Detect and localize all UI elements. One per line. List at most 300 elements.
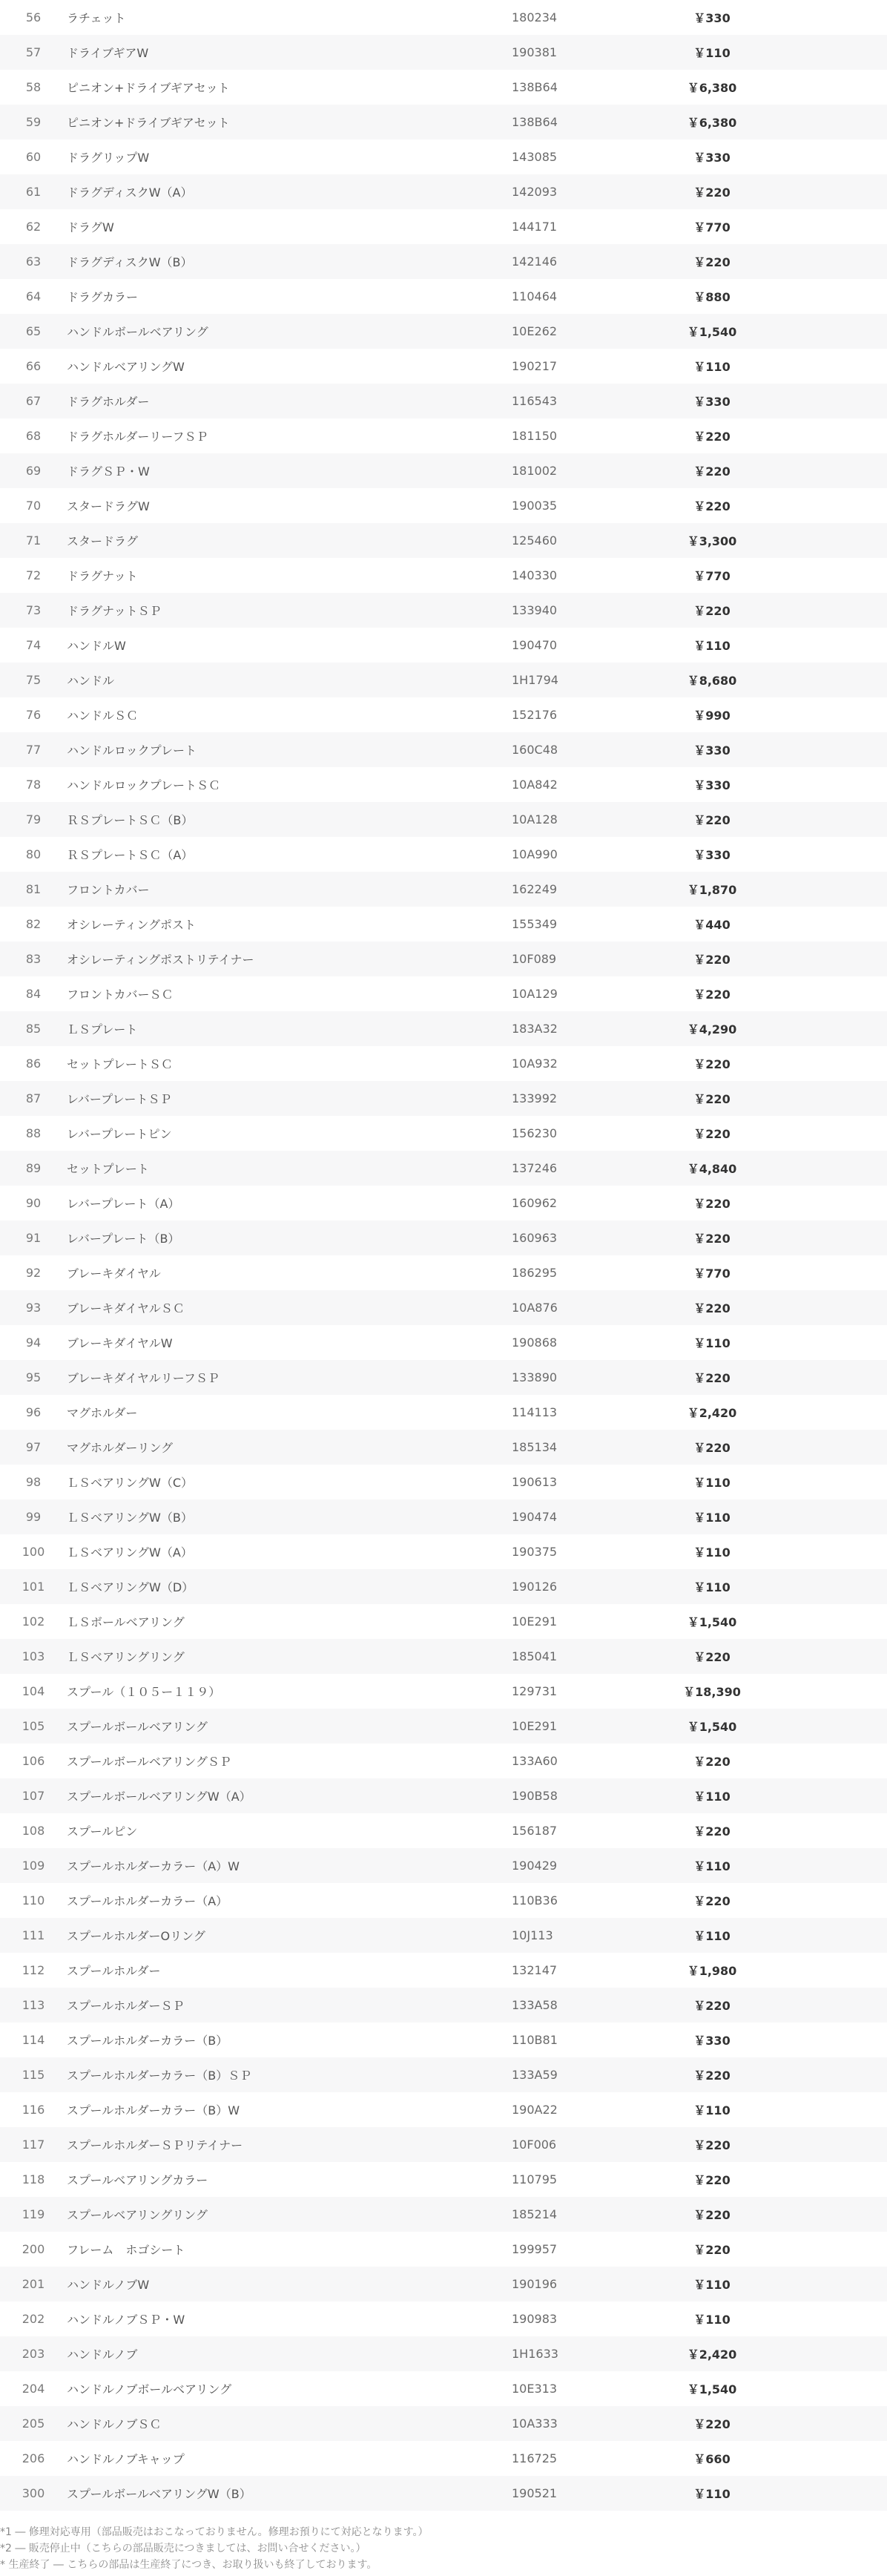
part-price: ￥220 <box>693 2417 731 2431</box>
part-price: ￥220 <box>693 953 731 967</box>
row-spacer <box>771 976 887 1011</box>
table-row <box>0 1534 887 1569</box>
part-price: ￥110 <box>693 1790 731 1804</box>
table-row <box>0 1395 887 1430</box>
part-number: 62 <box>25 220 42 234</box>
part-price: ￥6,380 <box>687 116 737 130</box>
table-row <box>0 628 887 663</box>
part-code: 10F089 <box>512 952 557 966</box>
part-code: 156187 <box>512 1824 558 1838</box>
part-code: 190429 <box>512 1859 558 1873</box>
table-row <box>0 70 887 105</box>
part-price: ￥2,420 <box>687 1406 737 1420</box>
part-name: スプール（１０５ー１１９） <box>67 1685 221 1699</box>
part-number: 201 <box>22 2277 45 2291</box>
table-row <box>0 1569 887 1604</box>
part-price: ￥220 <box>693 2243 731 2257</box>
part-name: ピニオン+ドライブギアセット <box>67 116 230 130</box>
part-code: 138B64 <box>512 80 558 94</box>
part-price: ￥220 <box>693 1301 731 1315</box>
part-number: 112 <box>22 1963 45 1977</box>
part-name: フロントカバー <box>67 883 150 897</box>
part-code: 133992 <box>512 1091 558 1105</box>
part-name: オシレーティングポストリテイナー <box>67 953 254 967</box>
row-spacer <box>771 1709 887 1744</box>
part-number: 107 <box>22 1789 45 1803</box>
part-number: 90 <box>25 1196 42 1210</box>
part-code: 181150 <box>512 429 558 443</box>
table-row <box>0 105 887 139</box>
part-name: スプールボールベアリングＳＰ <box>67 1755 231 1769</box>
part-price: ￥220 <box>693 1650 731 1664</box>
part-number: 94 <box>25 1335 42 1350</box>
table-row <box>0 1255 887 1290</box>
part-name: ＲＳプレートＳＣ（A） <box>67 848 194 862</box>
part-name: ハンドルW <box>67 639 126 653</box>
table-row <box>0 2441 887 2476</box>
part-code: 116543 <box>512 394 558 408</box>
part-name: フロントカバーＳＣ <box>67 988 174 1002</box>
row-spacer <box>771 1883 887 1918</box>
part-code: 155349 <box>512 917 558 931</box>
part-price: ￥110 <box>693 360 731 374</box>
part-number: 116 <box>22 2103 45 2117</box>
row-spacer <box>771 2162 887 2197</box>
part-number: 70 <box>25 499 42 513</box>
part-code: 1H1633 <box>512 2347 558 2361</box>
part-number: 96 <box>25 1405 42 1419</box>
row-spacer <box>771 2371 887 2406</box>
row-spacer <box>771 209 887 244</box>
part-code: 185041 <box>512 1649 558 1663</box>
row-spacer <box>771 1011 887 1046</box>
table-row <box>0 1918 887 1953</box>
part-code: 190470 <box>512 638 558 652</box>
part-price: ￥110 <box>693 1580 731 1594</box>
table-row <box>0 1499 887 1534</box>
part-number: 87 <box>25 1091 42 1105</box>
footnotes <box>0 2524 887 2573</box>
table-row <box>0 1604 887 1639</box>
row-spacer <box>771 1813 887 1848</box>
row-spacer <box>771 872 887 907</box>
part-name: セットプレート <box>67 1162 149 1176</box>
row-spacer <box>771 1325 887 1360</box>
part-price: ￥330 <box>693 395 731 409</box>
row-spacer <box>771 767 887 802</box>
part-price: ￥6,380 <box>687 81 737 95</box>
table-row <box>0 872 887 907</box>
part-code: 10E262 <box>512 324 558 338</box>
row-spacer <box>771 139 887 174</box>
part-number: 63 <box>25 254 42 269</box>
part-code: 110B81 <box>512 2033 558 2047</box>
part-number: 68 <box>25 429 42 443</box>
part-number: 113 <box>22 1998 45 2012</box>
part-number: 106 <box>22 1754 45 1768</box>
part-name: ＬＳプレート <box>67 1022 138 1036</box>
table-row <box>0 2197 887 2232</box>
table-row <box>0 1639 887 1674</box>
table-row <box>0 1465 887 1499</box>
part-name: スプールホルダーＳＰリテイナー <box>67 2138 243 2152</box>
part-price: ￥220 <box>693 604 731 618</box>
part-price: ￥8,680 <box>687 674 737 688</box>
part-name: ドラグディスクW（B） <box>67 255 193 269</box>
table-row <box>0 907 887 942</box>
part-number: 103 <box>22 1649 45 1663</box>
part-price: ￥4,290 <box>687 1022 737 1036</box>
table-row <box>0 1813 887 1848</box>
part-name: ブレーキダイヤルW <box>67 1336 173 1350</box>
part-name: ハンドル <box>67 674 115 688</box>
footnote-discontinued: * 生産終了 ― こちらの部品は生産終了につき、お取り扱いも終了しております。 <box>0 2559 377 2571</box>
part-name: レバープレート（B） <box>67 1232 180 1246</box>
part-code: 190217 <box>512 359 558 373</box>
row-spacer <box>771 2476 887 2511</box>
part-price: ￥1,540 <box>687 1615 737 1629</box>
part-name: ＬＳベアリングW（A） <box>67 1545 193 1560</box>
part-price: ￥220 <box>693 1232 731 1246</box>
table-row <box>0 1430 887 1465</box>
part-code: 114113 <box>512 1405 558 1419</box>
part-name: ハンドルノブ <box>67 2347 138 2362</box>
part-price: ￥220 <box>693 988 731 1002</box>
table-row <box>0 1848 887 1883</box>
part-code: 133A58 <box>512 1998 558 2012</box>
row-spacer <box>771 314 887 349</box>
part-code: 190035 <box>512 499 558 513</box>
part-name: スプールピン <box>67 1824 138 1839</box>
row-spacer <box>771 1674 887 1709</box>
table-row <box>0 523 887 558</box>
part-price: ￥1,540 <box>687 1720 737 1734</box>
table-row <box>0 418 887 453</box>
part-name: ピニオン+ドライブギアセット <box>67 81 230 95</box>
part-name: スタードラグ <box>67 534 139 548</box>
table-row <box>0 2406 887 2441</box>
part-number: 57 <box>25 45 42 59</box>
part-name: ハンドルノブＳＰ・W <box>67 2313 185 2327</box>
table-row <box>0 2336 887 2371</box>
part-code: 190196 <box>512 2277 558 2291</box>
part-code: 186295 <box>512 1266 558 1280</box>
table-row <box>0 1116 887 1151</box>
part-number: 88 <box>25 1126 42 1140</box>
part-code: 160C48 <box>512 743 558 757</box>
part-number: 111 <box>22 1928 45 1942</box>
part-name: ドライブギアW <box>67 46 149 60</box>
part-name: スプールホルダーカラー（A） <box>67 1894 228 1908</box>
part-number: 202 <box>22 2312 45 2326</box>
part-name: ハンドルノブキャップ <box>67 2452 185 2466</box>
part-number: 206 <box>22 2451 45 2465</box>
row-spacer <box>771 1953 887 1988</box>
part-number: 205 <box>22 2416 45 2431</box>
part-number: 99 <box>25 1510 42 1524</box>
part-code: 10A842 <box>512 778 558 792</box>
part-price: ￥110 <box>693 1929 731 1943</box>
part-number: 80 <box>25 847 42 861</box>
part-price: ￥220 <box>693 499 731 513</box>
part-price: ￥1,540 <box>687 325 737 339</box>
row-spacer <box>771 1151 887 1186</box>
part-code: 10F006 <box>512 2138 557 2152</box>
part-code: 10E291 <box>512 1614 558 1629</box>
part-name: レバープレートピン <box>67 1127 172 1141</box>
part-code: 160962 <box>512 1196 558 1210</box>
part-number: 101 <box>22 1580 45 1594</box>
table-row <box>0 279 887 314</box>
table-row <box>0 1360 887 1395</box>
part-code: 190474 <box>512 1510 558 1524</box>
row-spacer <box>771 1499 887 1534</box>
part-number: 75 <box>25 673 42 687</box>
part-code: 180234 <box>512 10 558 24</box>
part-name: ラチェット <box>67 11 126 25</box>
part-price: ￥220 <box>693 430 731 444</box>
part-price: ￥220 <box>693 1197 731 1211</box>
part-code: 190375 <box>512 1545 558 1559</box>
part-name: ドラグリップW <box>67 151 150 165</box>
table-row <box>0 1081 887 1116</box>
part-price: ￥770 <box>693 569 731 583</box>
table-row <box>0 2127 887 2162</box>
part-number: 69 <box>25 464 42 478</box>
part-name: ハンドルボールベアリング <box>67 325 208 339</box>
part-code: 10E291 <box>512 1719 558 1733</box>
table-row <box>0 1186 887 1220</box>
part-number: 82 <box>25 917 42 931</box>
part-price: ￥110 <box>693 46 731 60</box>
table-row <box>0 976 887 1011</box>
row-spacer <box>771 35 887 70</box>
part-price: ￥1,540 <box>687 2382 737 2396</box>
part-price: ￥220 <box>693 2208 731 2222</box>
part-name: ドラグＳＰ・W <box>67 464 150 479</box>
part-code: 10J113 <box>512 1928 553 1942</box>
part-name: ハンドルロックプレート <box>67 743 197 758</box>
part-number: 85 <box>25 1022 42 1036</box>
part-number: 115 <box>22 2068 45 2082</box>
part-code: 10A990 <box>512 847 558 861</box>
part-name: ドラグナットＳＰ <box>67 604 162 618</box>
part-code: 199957 <box>512 2242 558 2256</box>
part-name: スプールボールベアリングW（A） <box>67 1790 251 1804</box>
part-name: ハンドルノブＳＣ <box>67 2417 162 2431</box>
table-row <box>0 1011 887 1046</box>
row-spacer <box>771 1360 887 1395</box>
row-spacer <box>771 384 887 418</box>
part-price: ￥330 <box>693 848 731 862</box>
table-row <box>0 767 887 802</box>
part-number: 105 <box>22 1719 45 1733</box>
table-row <box>0 2267 887 2301</box>
table-row <box>0 1953 887 1988</box>
part-number: 61 <box>25 185 42 199</box>
part-name: スプールホルダーＳＰ <box>67 1999 185 2013</box>
part-price: ￥1,870 <box>687 883 737 897</box>
part-price: ￥220 <box>693 1127 731 1141</box>
part-price: ￥110 <box>693 2487 731 2501</box>
part-code: 142146 <box>512 254 558 269</box>
part-code: 138B64 <box>512 115 558 129</box>
part-code: 137246 <box>512 1161 558 1175</box>
row-spacer <box>771 2057 887 2092</box>
part-price: ￥770 <box>693 220 731 234</box>
part-name: マグホルダーリング <box>67 1441 174 1455</box>
part-number: 117 <box>22 2138 45 2152</box>
part-number: 64 <box>25 289 42 303</box>
part-code: 133A60 <box>512 1754 558 1768</box>
row-spacer <box>771 453 887 488</box>
part-name: スプールホルダーカラー（A）W <box>67 1859 240 1873</box>
part-price: ￥110 <box>693 1859 731 1873</box>
part-price: ￥220 <box>693 2069 731 2083</box>
part-number: 56 <box>25 10 42 24</box>
row-spacer <box>771 663 887 697</box>
table-row <box>0 593 887 628</box>
table-row <box>0 384 887 418</box>
table-row <box>0 1046 887 1081</box>
part-code: 133940 <box>512 603 558 617</box>
table-row <box>0 2476 887 2511</box>
part-code: 116725 <box>512 2451 558 2465</box>
footnote-repair-only: *1 ― 修理対応専用（部品販売はおこなっておりません。修理お預りにて対応となります。） <box>0 2526 429 2538</box>
part-name: ドラグディスクW（A） <box>67 185 193 200</box>
part-name: ＲＳプレートＳＣ（B） <box>67 813 194 827</box>
part-price: ￥220 <box>693 2173 731 2187</box>
row-spacer <box>771 1534 887 1569</box>
row-spacer <box>771 1778 887 1813</box>
part-price: ￥330 <box>693 743 731 758</box>
part-price: ￥110 <box>693 2103 731 2117</box>
part-name: ハンドルベアリングW <box>67 360 185 374</box>
table-row <box>0 488 887 523</box>
row-spacer <box>771 1465 887 1499</box>
part-number: 60 <box>25 150 42 164</box>
row-spacer <box>771 2127 887 2162</box>
part-code: 190126 <box>512 1580 558 1594</box>
part-code: 185214 <box>512 2207 558 2221</box>
row-spacer <box>771 1081 887 1116</box>
part-code: 185134 <box>512 1440 558 1454</box>
part-price: ￥110 <box>693 1476 731 1490</box>
part-code: 110B36 <box>512 1893 558 1908</box>
row-spacer <box>771 2092 887 2127</box>
part-price: ￥3,300 <box>687 534 737 548</box>
part-name: スプールホルダーカラー（B）ＳＰ <box>67 2069 252 2083</box>
part-number: 86 <box>25 1057 42 1071</box>
part-code: 190381 <box>512 45 558 59</box>
row-spacer <box>771 1395 887 1430</box>
row-spacer <box>771 2441 887 2476</box>
row-spacer <box>771 2267 887 2301</box>
part-name: ドラグホルダーリーフＳＰ <box>67 430 208 444</box>
part-code: 142093 <box>512 185 558 199</box>
part-number: 108 <box>22 1824 45 1838</box>
row-spacer <box>771 2232 887 2267</box>
table-row <box>0 1325 887 1360</box>
part-number: 95 <box>25 1370 42 1384</box>
part-name: スプールホルダーカラー（B）W <box>67 2103 240 2117</box>
part-number: 89 <box>25 1161 42 1175</box>
part-name: ＬＳボールベアリング <box>67 1615 185 1629</box>
part-code: 190868 <box>512 1335 558 1350</box>
part-price: ￥110 <box>693 2313 731 2327</box>
part-number: 102 <box>22 1614 45 1629</box>
row-spacer <box>771 697 887 732</box>
row-spacer <box>771 105 887 139</box>
table-row <box>0 244 887 279</box>
part-price: ￥220 <box>693 1999 731 2013</box>
part-number: 74 <box>25 638 42 652</box>
part-number: 83 <box>25 952 42 966</box>
part-code: 133A59 <box>512 2068 558 2082</box>
part-name: ハンドルロックプレートＳＣ <box>67 778 221 792</box>
part-code: 129731 <box>512 1684 558 1698</box>
part-name: ドラグカラー <box>67 290 139 304</box>
row-spacer <box>771 523 887 558</box>
row-spacer <box>771 1290 887 1325</box>
part-code: 125460 <box>512 533 558 548</box>
table-row <box>0 2371 887 2406</box>
table-row <box>0 942 887 976</box>
table-row <box>0 697 887 732</box>
part-price: ￥110 <box>693 1511 731 1525</box>
table-row <box>0 2162 887 2197</box>
table-row <box>0 837 887 872</box>
part-code: 152176 <box>512 708 558 722</box>
part-name: ドラグナット <box>67 569 138 583</box>
table-row <box>0 349 887 384</box>
part-name: ＬＳベアリングリング <box>67 1650 185 1664</box>
part-price: ￥110 <box>693 1336 731 1350</box>
part-name: ドラグW <box>67 220 114 234</box>
row-spacer <box>771 1430 887 1465</box>
row-spacer <box>771 1639 887 1674</box>
part-price: ￥220 <box>693 2138 731 2152</box>
part-number: 65 <box>25 324 42 338</box>
part-number: 81 <box>25 882 42 896</box>
part-number: 71 <box>25 533 42 548</box>
table-row <box>0 1151 887 1186</box>
part-name: セットプレートＳＣ <box>67 1057 173 1071</box>
part-name: ハンドルＳＣ <box>67 709 139 723</box>
table-row <box>0 0 887 35</box>
table-row <box>0 1883 887 1918</box>
part-price: ￥110 <box>693 2278 731 2292</box>
part-code: 10A932 <box>512 1057 558 1071</box>
row-spacer <box>771 907 887 942</box>
part-number: 59 <box>25 115 42 129</box>
part-code: 190A22 <box>512 2103 558 2117</box>
part-price: ￥4,840 <box>687 1162 737 1176</box>
part-price: ￥220 <box>693 1824 731 1839</box>
table-row <box>0 1290 887 1325</box>
part-name: レバープレート（A） <box>67 1197 180 1211</box>
part-name: スプールホルダーカラー（B） <box>67 2034 228 2048</box>
part-number: 58 <box>25 80 42 94</box>
part-price: ￥880 <box>693 290 731 304</box>
row-spacer <box>771 1116 887 1151</box>
part-code: 190613 <box>512 1475 558 1489</box>
part-number: 73 <box>25 603 42 617</box>
part-code: 110464 <box>512 289 558 303</box>
row-spacer <box>771 1988 887 2023</box>
table-row <box>0 732 887 767</box>
table-row <box>0 314 887 349</box>
